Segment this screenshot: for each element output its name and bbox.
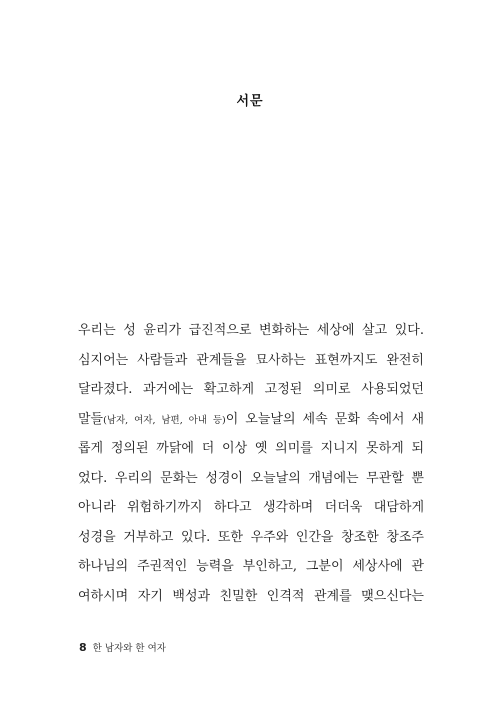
text-line: 달라졌다. 과거에는 확고하게 고정된 의미로 사용되었던 xyxy=(78,382,424,397)
text-line: 하나님의 주권적인 능력을 부인하고, 그분이 세상사에 관 xyxy=(78,559,424,574)
text-line: 롭게 정의된 까닭에 더 이상 옛 의미를 지니지 못하게 되 xyxy=(78,441,424,456)
running-title: 한 남자와 한 여자 xyxy=(92,643,166,654)
text-word: 말들 xyxy=(78,411,104,427)
text-line: 성경을 거부하고 있다. 또한 우주와 인간을 창조한 창조주 xyxy=(78,529,424,545)
parenthetical-note: (남자, 여자, 남편, 아내 등) xyxy=(103,414,226,426)
page-title: 서문 xyxy=(236,94,264,109)
text-line: 심지어는 사람들과 관계들을 묘사하는 표현까지도 완전히 xyxy=(78,352,424,368)
text-fragment: 이 오늘날의 세속 문화 속에서 새 xyxy=(225,411,424,427)
text-line: 여하시며 자기 백성과 친밀한 인격적 관계를 맺으신다는 xyxy=(78,588,424,604)
text-line: 아니라 위험하기까지 하다고 생각하며 더더욱 대담하게 xyxy=(78,500,424,515)
page-footer xyxy=(79,640,166,654)
page-number: 8 xyxy=(79,641,87,654)
body-text xyxy=(78,316,424,611)
text-line: 우리는 성 윤리가 급진적으로 변화하는 세상에 살고 있다. xyxy=(78,323,424,338)
text-line xyxy=(78,405,424,435)
text-line: 었다. 우리의 문화는 성경이 오늘날의 개념에는 무관할 뿐 xyxy=(78,470,424,486)
